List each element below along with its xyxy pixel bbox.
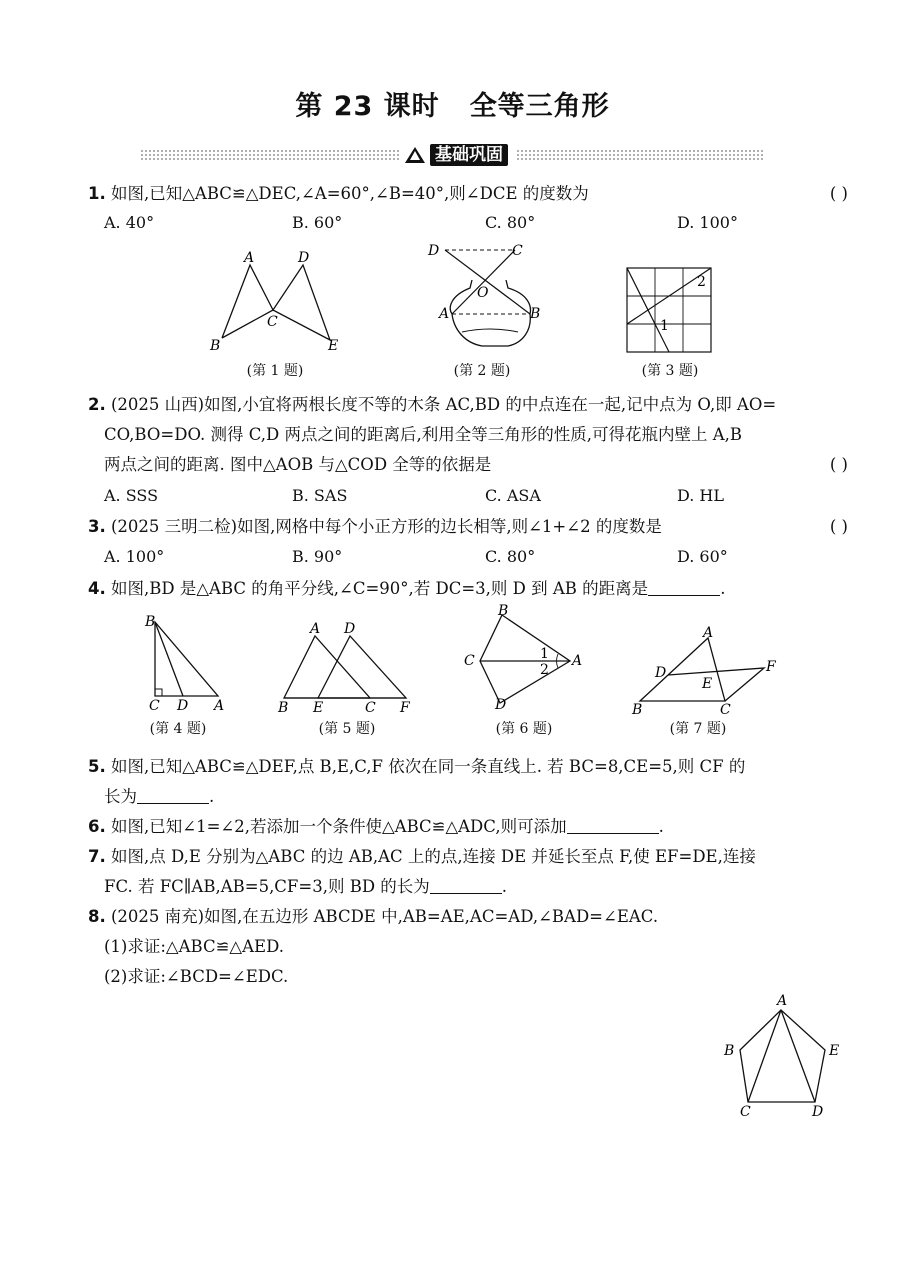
- question-4: [88, 574, 848, 604]
- label-b: B: [278, 700, 289, 712]
- question-number: 7.: [88, 847, 106, 866]
- label-b: B: [498, 603, 509, 619]
- question-text-line-1: 如图,已知△ABC≌△DEF,点 B,E,C,F 依次在同一条直线上. 若 BC=8,CE=5,则 CF 的: [111, 757, 746, 776]
- question-8-part-2: (2)求证:∠BCD=∠EDC.: [104, 967, 289, 986]
- figure-4: [140, 610, 240, 710]
- caption-figure-7: (第 7 题): [669, 721, 727, 737]
- option-d: D. 60°: [677, 547, 728, 566]
- label-a: A: [777, 993, 788, 1009]
- caption-figure-2: (第 2 题): [453, 363, 511, 379]
- label-a: A: [310, 622, 321, 637]
- question-text: (2025 南充)如图,在五边形 ABCDE 中,AB=AE,AC=AD,∠BAD=∠EAC.: [111, 907, 659, 926]
- option-b: B. SAS: [292, 486, 348, 505]
- option-d: D. HL: [677, 486, 725, 505]
- question-text: 如图,已知△ABC≌△DEC,∠A=60°,∠B=40°,则∠DCE 的度数为: [111, 184, 589, 203]
- answer-paren: ( ): [829, 184, 848, 203]
- question-number: 4.: [88, 579, 106, 598]
- label-d: D: [495, 697, 507, 713]
- answer-blank[interactable]: [430, 875, 502, 894]
- figure-1: [200, 250, 360, 360]
- question-text: (2025 三明二检)如图,网格中每个小正方形的边长相等,则∠1+∠2 的度数是: [111, 517, 662, 536]
- figure-8: [718, 990, 848, 1120]
- label-c: C: [720, 702, 731, 716]
- option-d: D. 100°: [677, 213, 738, 232]
- label-a: A: [572, 653, 583, 669]
- option-a: A. SSS: [104, 486, 159, 505]
- label-b: B: [632, 702, 643, 716]
- figure-7: [630, 626, 785, 716]
- caption-figure-3: (第 3 题): [641, 363, 699, 379]
- label-e: E: [702, 676, 713, 692]
- angle-2-label: 2: [540, 662, 549, 678]
- option-b: B. 90°: [292, 547, 343, 566]
- angle-1-label: 1: [540, 646, 549, 662]
- period: .: [658, 817, 664, 836]
- label-d: D: [428, 243, 440, 259]
- page-title: [0, 84, 905, 123]
- caption-figure-1: (第 1 题): [246, 363, 304, 379]
- question-number: 1.: [88, 184, 106, 203]
- label-c: C: [267, 314, 278, 330]
- label-e: E: [829, 1043, 840, 1059]
- option-b: B. 60°: [292, 213, 343, 232]
- angle-1-label: 1: [660, 318, 669, 334]
- label-d: D: [177, 698, 189, 710]
- lesson-topic: 全等三角形: [469, 91, 610, 122]
- answer-paren: ( ): [829, 517, 848, 536]
- answer-paren: ( ): [829, 455, 848, 474]
- option-a: A. 40°: [104, 213, 155, 232]
- label-a: A: [703, 626, 714, 641]
- question-text-line-3: 两点之间的距离. 图中△AOB 与△COD 全等的依据是: [104, 455, 492, 474]
- question-text: 如图,BD 是△ABC 的角平分线,∠C=90°,若 DC=3,则 D 到 AB 的距离是: [111, 579, 649, 598]
- section-label-text: 基础巩固: [430, 144, 508, 166]
- label-b: B: [145, 614, 156, 630]
- question-text-line-1: 如图,点 D,E 分别为△ABC 的边 AB,AC 上的点,连接 DE 并延长至点 F,使 EF=DE,连接: [111, 847, 756, 866]
- question-text-line-1: (2025 山西)如图,小宜将两根长度不等的木条 AC,BD 的中点连在一起,记中点为 O,即 AO=: [111, 395, 777, 414]
- question-number: 8.: [88, 907, 106, 926]
- question-7-line-2: [104, 872, 864, 902]
- question-text-line-2: CO,BO=DO. 测得 C,D 两点之间的距离后,利用全等三角形的性质,可得花瓶内壁上 A,B: [104, 425, 743, 444]
- question-5: [88, 752, 848, 782]
- label-c: C: [740, 1104, 751, 1120]
- question-number: 3.: [88, 517, 106, 536]
- question-number: 6.: [88, 817, 106, 836]
- question-8-part-1: (1)求证:△ABC≌△AED.: [104, 937, 284, 956]
- label-c: C: [149, 698, 160, 710]
- label-c: C: [365, 700, 376, 712]
- label-a: A: [244, 250, 255, 266]
- caption-figure-5: (第 5 题): [318, 721, 376, 737]
- label-b: B: [724, 1043, 735, 1059]
- label-a: A: [214, 698, 225, 710]
- question-8: [88, 902, 848, 932]
- answer-blank[interactable]: [567, 815, 659, 834]
- period: .: [501, 877, 508, 896]
- angle-2-label: 2: [697, 274, 706, 290]
- option-c: C. 80°: [485, 213, 536, 232]
- answer-blank[interactable]: [137, 785, 209, 804]
- label-b: B: [210, 338, 221, 354]
- caption-figure-4: (第 4 题): [149, 721, 207, 737]
- question-7: [88, 842, 848, 872]
- question-number: 2.: [88, 395, 106, 414]
- option-a: A. 100°: [104, 547, 165, 566]
- label-d: D: [655, 665, 667, 681]
- period: .: [209, 787, 215, 806]
- figure-2: [427, 243, 540, 346]
- question-number: 5.: [88, 757, 106, 776]
- question-text-line-2: 长为: [104, 787, 137, 806]
- question-text-line-2: FC. 若 FC∥AB,AB=5,CF=3,则 BD 的长为: [104, 877, 430, 896]
- question-6: [88, 812, 848, 842]
- label-f: F: [766, 659, 776, 675]
- question-2: [88, 390, 848, 420]
- question-2-line-3: [104, 450, 848, 480]
- label-d: D: [812, 1104, 824, 1120]
- label-b: B: [530, 306, 541, 322]
- label-d: D: [344, 622, 356, 637]
- option-c: C. ASA: [485, 486, 541, 505]
- pyramid-icon: [404, 146, 426, 164]
- label-e: E: [328, 338, 339, 354]
- label-d: D: [298, 250, 310, 266]
- caption-figure-6: (第 6 题): [495, 721, 553, 737]
- period: .: [720, 579, 726, 598]
- lesson-number: 第 23 课时: [295, 91, 440, 122]
- answer-blank[interactable]: [648, 577, 720, 596]
- figure-5: [270, 622, 420, 712]
- label-e: E: [313, 700, 324, 712]
- figure-6: [460, 603, 590, 713]
- label-o: O: [477, 285, 489, 301]
- question-text: 如图,已知∠1=∠2,若添加一个条件使△ABC≌△ADC,则可添加: [111, 817, 567, 836]
- label-f: F: [400, 700, 410, 712]
- question-5-line-2: [104, 782, 864, 812]
- label-a: A: [439, 306, 450, 322]
- question-1: [88, 179, 848, 209]
- label-c: C: [512, 243, 523, 259]
- option-c: C. 80°: [485, 547, 536, 566]
- figure-3: [620, 260, 720, 360]
- question-3: [88, 512, 848, 542]
- label-c: C: [464, 653, 475, 669]
- section-label: [400, 144, 516, 166]
